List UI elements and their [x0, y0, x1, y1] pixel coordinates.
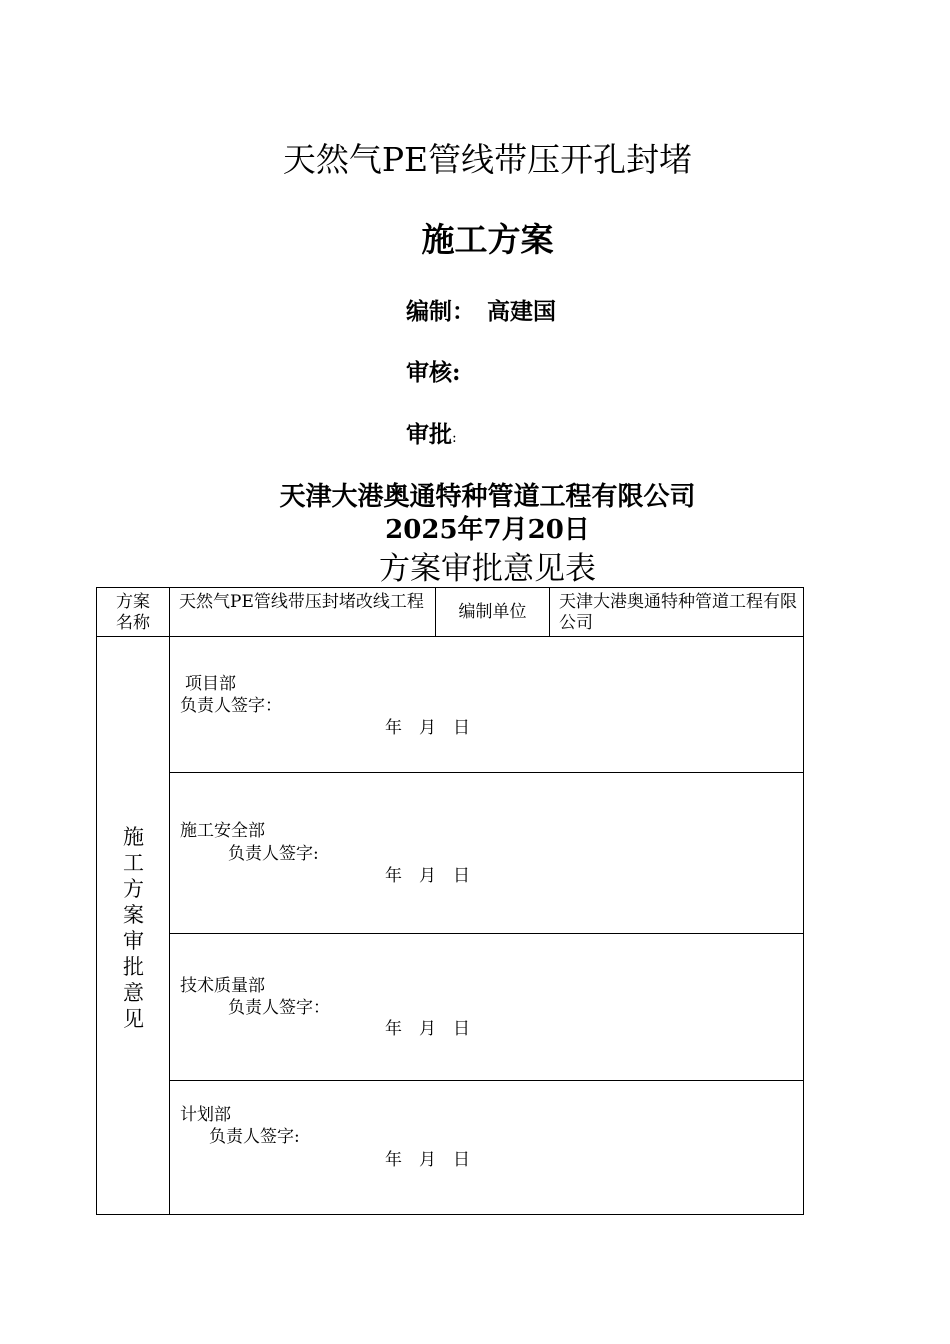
section-dept-quality: 技术质量部: [180, 976, 265, 996]
unit-value: 天津大港奥通特种管道工程有限公司: [559, 592, 797, 633]
document-title: 天然气PE管线带压开孔封堵: [282, 140, 693, 179]
section-dept-safety: 施工安全部: [180, 821, 265, 841]
approval-table: [96, 587, 804, 1215]
table-divider-row3: [169, 933, 803, 934]
section-sign-quality: 负责人签字：: [228, 998, 330, 1018]
approved-by-row: [406, 420, 457, 453]
table-divider-row2: [169, 772, 803, 773]
approval-form-title: 方案审批意见表: [379, 551, 596, 587]
table-divider-row1: [97, 636, 803, 637]
section-dept-project: 项目部: [185, 674, 236, 694]
reviewed-by-label: 审核:: [406, 359, 461, 386]
section-date-safety: 年 月 日: [385, 866, 470, 886]
section-sign-safety: 负责人签字:: [228, 844, 319, 864]
section-date-planning: 年 月 日: [385, 1150, 470, 1170]
table-divider-row4: [169, 1080, 803, 1081]
section-sign-planning: 负责人签字:: [209, 1127, 300, 1147]
company-name: 天津大港奥通特种管道工程有限公司: [279, 482, 696, 512]
compiled-by-value: 高建国: [487, 298, 556, 325]
plan-name-label: 方案名称: [116, 592, 150, 633]
section-date-project: 年 月 日: [385, 718, 470, 738]
approved-by-label: 审批: [406, 421, 452, 448]
document-subtitle: 施工方案: [421, 220, 554, 259]
reviewed-by-row: [406, 358, 461, 388]
plan-name-value: 天然气PE管线带压封堵改线工程: [179, 592, 424, 612]
section-dept-planning: 计划部: [180, 1105, 231, 1125]
approval-opinion-side-label: 施 工 方 案 审 批 意 见: [123, 825, 144, 1031]
section-date-quality: 年 月 日: [385, 1019, 470, 1039]
document-date: 2025年7月20日: [385, 515, 590, 545]
unit-label: 编制单位: [458, 602, 527, 622]
section-sign-project: 负责人签字：: [180, 696, 282, 716]
compiled-by-label: 编制：: [406, 298, 475, 325]
compiled-by-row: [406, 297, 556, 327]
table-divider-col3: [549, 588, 550, 637]
approved-by-colon: :: [452, 430, 457, 446]
